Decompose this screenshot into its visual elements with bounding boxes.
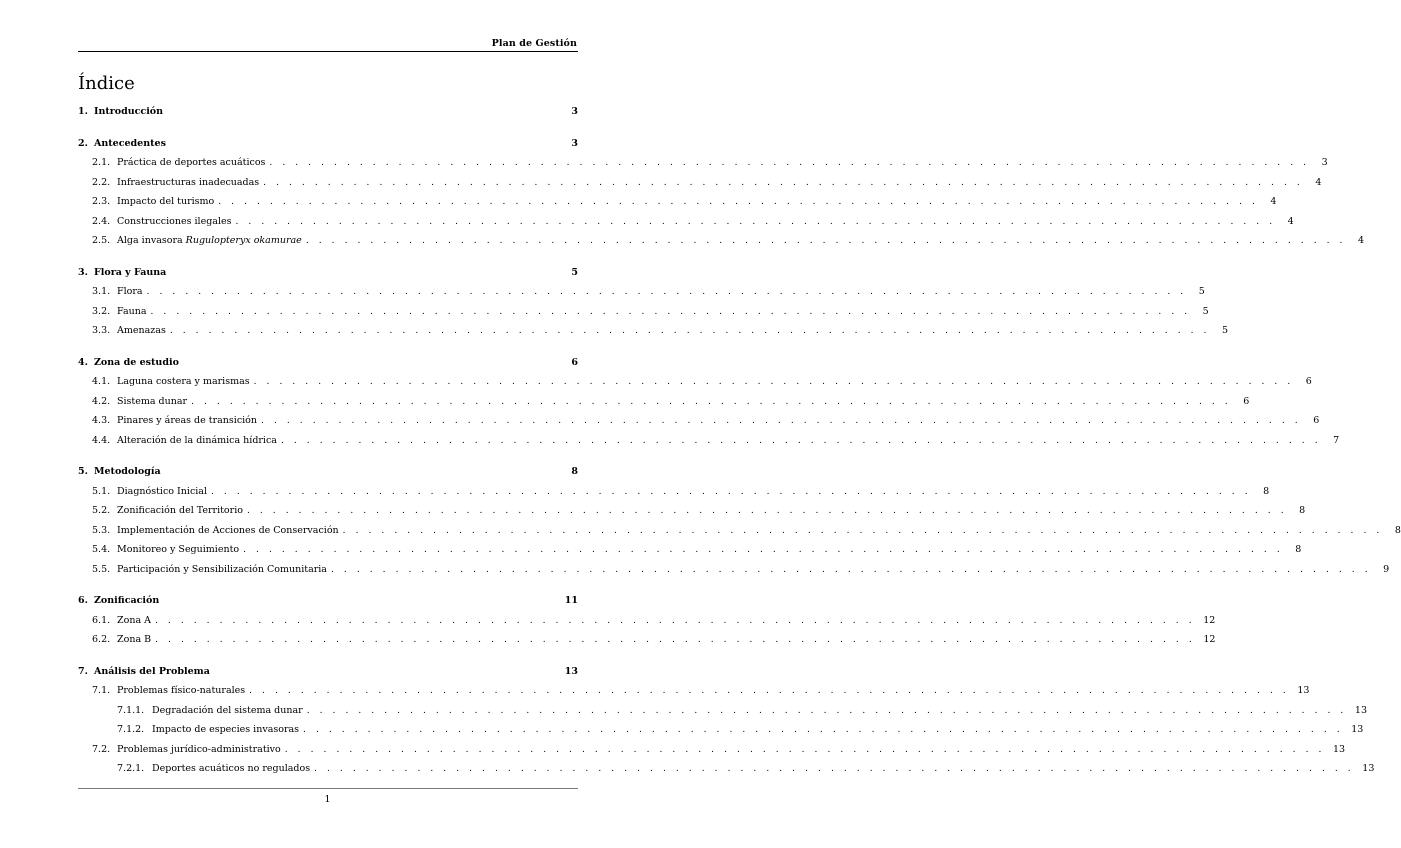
subsection-number: 2.5. (92, 235, 111, 246)
toc-section-entry[interactable] (78, 466, 578, 486)
dot-leader: . . . . . . . . . . . . . . . . . . . . . . . . . . . . . . . . . . . . . . . . . . . . . . . . . . . . . . . . . . . . . . . . . . . . . . . . . . . . . . . . . (269, 158, 1310, 168)
section-page: 3 (571, 137, 578, 149)
subsection-number: 7.2.1. (117, 763, 145, 774)
toc-subsection-entry[interactable] (78, 614, 1216, 635)
section-page: 11 (564, 595, 578, 606)
toc-section-entry[interactable] (78, 666, 578, 686)
toc-subsection-entry[interactable] (78, 685, 1310, 705)
toc-subsection-entry[interactable] (78, 395, 1250, 416)
subsection-title (117, 177, 259, 188)
subsection-title-text: Zona B (117, 634, 152, 645)
toc-subsubsection-entry[interactable] (78, 704, 1367, 725)
toc-subsection-entry[interactable] (78, 634, 1216, 654)
subsection-title-text: Amenazas (117, 325, 166, 336)
subsection-number: 4.1. (92, 376, 111, 387)
section-number: 6. (78, 595, 88, 606)
subsection-page: 12 (1203, 614, 1216, 626)
subsection-number: 7.1. (92, 685, 111, 696)
subsection-title (152, 724, 299, 735)
subsection-number: 7.2. (92, 743, 111, 755)
subsection-number: 5.2. (92, 505, 111, 516)
subsection-page: 13 (1362, 763, 1375, 774)
subsection-page: 12 (1203, 634, 1216, 645)
subsection-title (117, 196, 214, 207)
subsection-title-text: Construcciones ilegales (117, 215, 232, 227)
subsection-number: 6.2. (92, 634, 111, 645)
subsection-number: 3.1. (92, 286, 111, 297)
section-page: 5 (571, 266, 578, 278)
toc-subsection-entry[interactable] (78, 505, 1306, 525)
page-number: 1 (324, 794, 331, 805)
dot-leader: . . . . . . . . . . . . . . . . . . . . . . . . . . . . . . . . . . . . . . . . . . . . . . . . . . . . . . . . . . . . . . . . . . . . . . . . . . . . . . . . . (261, 416, 1302, 426)
toc-subsection-entry[interactable] (78, 376, 1312, 396)
subsection-title-text: Problemas jurídico-administrativo (117, 743, 281, 755)
subsection-title-text: Sistema dunar (117, 395, 188, 407)
section-number: 3. (78, 266, 88, 278)
subsection-title (117, 615, 151, 626)
toc-subsection-entry[interactable] (78, 415, 1320, 435)
subsection-title (117, 286, 143, 297)
subsection-number: 5.1. (92, 485, 111, 497)
toc-subsection-entry[interactable] (78, 544, 1302, 564)
dot-leader: . . . . . . . . . . . . . . . . . . . . . . . . . . . . . . . . . . . . . . . . . . . . . . . . . . . . . . . . . . . . . . . . . . . . . . . . . . . . . . . . . (330, 564, 1372, 575)
subsection-title-text: Flora (117, 286, 143, 297)
subsection-title (117, 235, 302, 246)
subsection-title-text: Práctica de deportes acuáticos (117, 157, 266, 168)
dot-leader: . . . . . . . . . . . . . . . . . . . . . . . . . . . . . . . . . . . . . . . . . . . . . . . . . . . . . . . . . . . . . . . . . . . . . . . . . . . . . . . . . (306, 705, 1347, 716)
subsection-page: 8 (1394, 524, 1401, 536)
subsection-title (117, 376, 250, 387)
subsection-title (117, 525, 339, 536)
subsection-title-text: Impacto de especies invasoras (152, 724, 300, 735)
section-page: 8 (571, 466, 578, 477)
subsection-title (117, 157, 265, 168)
toc-subsection-entry[interactable] (78, 157, 1328, 177)
subsection-page: 3 (1321, 157, 1328, 168)
subsection-title-text: Deportes acuáticos no regulados (152, 763, 311, 774)
subsection-title (117, 564, 327, 575)
dot-leader: . . . . . . . . . . . . . . . . . . . . . . . . . . . . . . . . . . . . . . . . . . . . . . . . . . . . . . . . . . . . . . . . . . . . . . . . . . . . . . . . . (284, 744, 1325, 755)
subsection-title (117, 306, 147, 317)
subsection-number: 2.2. (92, 176, 111, 188)
dot-leader: . . . . . . . . . . . . . . . . . . . . . . . . . . . . . . . . . . . . . . . . . . . . . . . . . . . . . . . . . . . . . . . . . . . . . . . . . . . . . . . . . (218, 197, 1259, 207)
subsection-page: 7 (1333, 434, 1340, 446)
toc-subsection-entry[interactable] (78, 305, 1209, 326)
subsection-title-text: Problemas físico-naturales (117, 685, 246, 696)
toc-subsection-entry[interactable] (78, 176, 1322, 197)
subsection-title (117, 486, 207, 497)
subsection-title-text: Infraestructuras inadecuadas (117, 176, 260, 188)
subsection-page: 5 (1202, 305, 1209, 317)
section-title: Flora y Fauna (94, 266, 167, 278)
subsection-title (117, 505, 243, 516)
section-title: Metodología (94, 466, 161, 477)
toc-subsection-entry[interactable] (78, 286, 1205, 306)
subsection-page: 13 (1332, 743, 1346, 755)
subsection-number: 4.4. (92, 434, 111, 446)
footer-rule (78, 788, 578, 789)
subsection-title-text: Diagnóstico Inicial (117, 485, 207, 497)
toc-subsection-entry[interactable] (78, 196, 1277, 216)
dot-leader: . . . . . . . . . . . . . . . . . . . . . . . . . . . . . . . . . . . . . . . . . . . . . . . . . . . . . . . . . . . . . . . . . . . . . . . . . . . . . . . . . (150, 306, 1191, 317)
dot-leader: . . . . . . . . . . . . . . . . . . . . . . . . . . . . . . . . . . . . . . . . . . . . . . . . . . . . . . . . . . . . . . . . . . . . . . . . . . . . . . . . . (235, 216, 1276, 227)
toc-section-entry[interactable] (78, 595, 578, 615)
subsection-number: 5.4. (92, 544, 111, 555)
subsection-page: 4 (1357, 235, 1365, 246)
section-number: 7. (78, 665, 88, 677)
toc-subsection-entry[interactable] (78, 743, 1346, 764)
subsection-number: 6.1. (92, 614, 111, 626)
subsection-title-text: Pinares y áreas de transición (117, 415, 258, 426)
toc-subsection-entry[interactable] (78, 563, 1390, 584)
subsection-title-text: Degradación del sistema dunar (152, 704, 303, 716)
subsection-title-text: Implementación de Acciones de Conservación (117, 524, 339, 536)
subsection-page: 5 (1221, 325, 1229, 336)
subsection-page: 4 (1270, 196, 1277, 207)
subsection-title-text: Alga invasora (117, 235, 186, 246)
dot-leader: . . . . . . . . . . . . . . . . . . . . . . . . . . . . . . . . . . . . . . . . . . . . . . . . . . . . . . . . . . . . . . . . . . . . . . . . . . . . . . . . . (253, 377, 1294, 387)
subsection-title (117, 544, 239, 555)
toc-section-entry[interactable] (78, 357, 578, 377)
subsection-title (117, 325, 166, 336)
subsection-page: 13 (1354, 704, 1367, 716)
toc-subsection-entry[interactable] (78, 325, 1229, 345)
toc-subsection-entry[interactable] (78, 485, 1270, 506)
toc-section-entry[interactable] (78, 106, 578, 126)
toc-subsection-entry[interactable] (78, 235, 1365, 255)
dot-leader: . . . . . . . . . . . . . . . . . . . . . . . . . . . . . . . . . . . . . . . . . . . . . . . . . . . . . . . . . . . . . . . . . . . . . . . . . . . . . . . . . (263, 177, 1304, 188)
dot-leader: . . . . . . . . . . . . . . . . . . . . . . . . . . . . . . . . . . . . . . . . . . . . . . . . . . . . . . . . . . . . . . . . . . . . . . . . . . . . . . . . . (155, 635, 1196, 645)
section-page: 13 (564, 665, 578, 677)
dot-leader: . . . . . . . . . . . . . . . . . . . . . . . . . . . . . . . . . . . . . . . . . . . . . . . . . . . . . . . . . . . . . . . . . . . . . . . . . . . . . . . . . (211, 486, 1252, 497)
section-page: 6 (571, 356, 578, 368)
section-title: Zona de estudio (94, 356, 179, 368)
toc-subsection-entry[interactable] (78, 524, 1401, 545)
dot-leader: . . . . . . . . . . . . . . . . . . . . . . . . . . . . . . . . . . . . . . . . . . . . . . . . . . . . . . . . . . . . . . . . . . . . . . . . . . . . . . . . . (305, 236, 1347, 246)
header-rule (78, 51, 578, 52)
subsection-title-text: Participación y Sensibilización Comunitaria (117, 563, 327, 575)
subsection-title (117, 415, 257, 426)
subsection-page: 6 (1243, 395, 1250, 407)
subsection-number: 7.1.1. (117, 704, 145, 716)
subsection-number: 2.4. (92, 215, 111, 227)
subsection-title (117, 744, 281, 755)
toc-subsection-entry[interactable] (78, 434, 1340, 455)
subsection-number: 3.2. (92, 305, 111, 317)
toc-subsection-entry[interactable] (78, 215, 1294, 236)
subsection-title (117, 634, 151, 645)
subsection-number: 4.2. (92, 395, 111, 407)
subsection-title-italic: Rugulopteryx okamurae (185, 235, 302, 246)
dot-leader: . . . . . . . . . . . . . . . . . . . . . . . . . . . . . . . . . . . . . . . . . . . . . . . . . . . . . . . . . . . . . . . . . . . . . . . . . . . . . . . . . (146, 287, 1187, 297)
section-number: 2. (78, 137, 88, 149)
dot-leader: . . . . . . . . . . . . . . . . . . . . . . . . . . . . . . . . . . . . . . . . . . . . . . . . . . . . . . . . . . . . . . . . . . . . . . . . . . . . . . . . . (243, 545, 1284, 555)
subsection-number: 5.5. (92, 563, 111, 575)
section-number: 4. (78, 356, 88, 368)
subsection-title (117, 435, 277, 446)
section-title: Antecedentes (94, 137, 166, 149)
section-title: Análisis del Problema (94, 665, 210, 677)
subsection-page: 13 (1297, 685, 1310, 696)
subsection-title (117, 396, 187, 407)
section-number: 1. (78, 106, 88, 117)
dot-leader: . . . . . . . . . . . . . . . . . . . . . . . . . . . . . . . . . . . . . . . . . . . . . . . . . . . . . . . . . . . . . . . . . . . . . . . . . . . . . . . . . (154, 615, 1196, 626)
subsection-page: 4 (1315, 176, 1322, 188)
subsection-page: 6 (1313, 415, 1320, 426)
subsection-title-text: Laguna costera y marismas (117, 376, 250, 387)
subsection-title (117, 685, 245, 696)
subsection-page: 8 (1295, 544, 1302, 555)
dot-leader: . . . . . . . . . . . . . . . . . . . . . . . . . . . . . . . . . . . . . . . . . . . . . . . . . . . . . . . . . . . . . . . . . . . . . . . . . . . . . . . . . (280, 435, 1322, 446)
subsection-page: 8 (1263, 485, 1270, 497)
subsection-number: 4.3. (92, 415, 111, 426)
subsection-number: 2.3. (92, 196, 111, 207)
toc-subsubsection-entry[interactable] (78, 724, 1364, 744)
subsection-page: 6 (1305, 376, 1312, 387)
subsection-title-text: Fauna (117, 305, 147, 317)
dot-leader: . . . . . . . . . . . . . . . . . . . . . . . . . . . . . . . . . . . . . . . . . . . . . . . . . . . . . . . . . . . . . . . . . . . . . . . . . . . . . . . . . (191, 396, 1232, 407)
dot-leader: . . . . . . . . . . . . . . . . . . . . . . . . . . . . . . . . . . . . . . . . . . . . . . . . . . . . . . . . . . . . . . . . . . . . . . . . . . . . . . . . . (314, 764, 1355, 774)
subsection-title-text: Zonificación del Territorio (117, 505, 243, 516)
subsection-page: 8 (1299, 505, 1306, 516)
section-title: Zonificación (94, 595, 160, 606)
dot-leader: . . . . . . . . . . . . . . . . . . . . . . . . . . . . . . . . . . . . . . . . . . . . . . . . . . . . . . . . . . . . . . . . . . . . . . . . . . . . . . . . . (246, 506, 1288, 516)
subsection-number: 5.3. (92, 524, 111, 536)
running-header: Plan de Gestión (491, 38, 577, 49)
subsection-number: 2.1. (92, 157, 111, 168)
dot-leader: . . . . . . . . . . . . . . . . . . . . . . . . . . . . . . . . . . . . . . . . . . . . . . . . . . . . . . . . . . . . . . . . . . . . . . . . . . . . . . . . . (249, 686, 1290, 696)
subsection-title (152, 705, 303, 716)
toc-title: Índice (78, 73, 135, 94)
toc-section-entry[interactable] (78, 138, 578, 158)
subsection-page: 5 (1198, 286, 1205, 297)
section-page: 3 (571, 106, 578, 117)
subsection-page: 4 (1287, 215, 1294, 227)
dot-leader: . . . . . . . . . . . . . . . . . . . . . . . . . . . . . . . . . . . . . . . . . . . . . . . . . . . . . . . . . . . . . . . . . . . . . . . . . . . . . . . . . (169, 326, 1211, 336)
subsection-title-text: Monitoreo y Seguimiento (117, 544, 240, 555)
subsection-title (117, 216, 231, 227)
dot-leader: . . . . . . . . . . . . . . . . . . . . . . . . . . . . . . . . . . . . . . . . . . . . . . . . . . . . . . . . . . . . . . . . . . . . . . . . . . . . . . . . . (303, 725, 1344, 735)
subsection-title-text: Impacto del turismo (117, 196, 215, 207)
section-number: 5. (78, 466, 88, 477)
toc-section-entry[interactable] (78, 267, 578, 287)
toc-subsubsection-entry[interactable] (78, 763, 1375, 783)
section-title: Introducción (94, 106, 164, 117)
subsection-title-text: Alteración de la dinámica hídrica (117, 434, 277, 446)
subsection-number: 7.1.2. (117, 724, 145, 735)
subsection-title (152, 763, 310, 774)
table-of-contents (78, 106, 1401, 783)
subsection-page: 9 (1383, 563, 1390, 575)
subsection-title-text: Zona A (117, 614, 151, 626)
dot-leader: . . . . . . . . . . . . . . . . . . . . . . . . . . . . . . . . . . . . . . . . . . . . . . . . . . . . . . . . . . . . . . . . . . . . . . . . . . . . . . . . . (342, 525, 1383, 536)
subsection-number: 3.3. (92, 325, 111, 336)
subsection-page: 13 (1351, 724, 1364, 735)
